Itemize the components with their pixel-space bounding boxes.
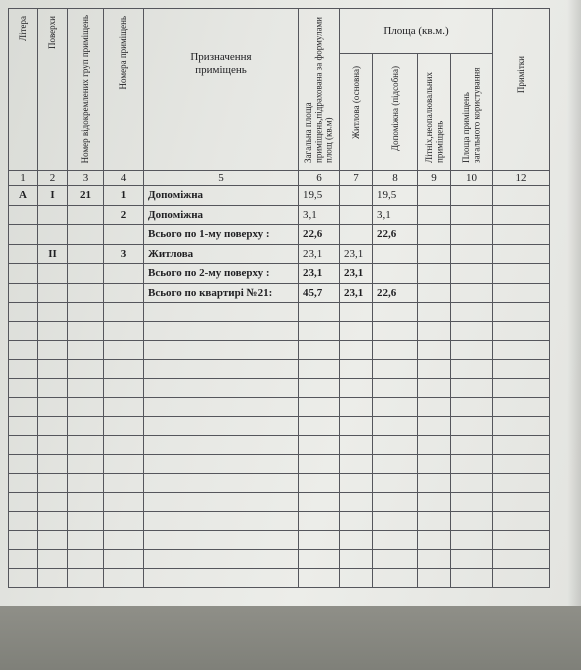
cell-common-area (451, 186, 493, 206)
empty-cell (144, 512, 299, 531)
empty-cell (340, 379, 373, 398)
cell-aux-area (373, 244, 418, 264)
empty-cell (144, 550, 299, 569)
cell-floor: І (38, 186, 68, 206)
empty-cell (104, 341, 144, 360)
cell-common-area (451, 283, 493, 303)
empty-cell (144, 303, 299, 322)
empty-cell (418, 455, 451, 474)
header-notes: Примітки (493, 9, 550, 171)
empty-cell (340, 322, 373, 341)
empty-cell (493, 493, 550, 512)
empty-cell (9, 360, 38, 379)
cell-floor (38, 205, 68, 225)
cell-aux-area: 19,5 (373, 186, 418, 206)
cell-litera (9, 205, 38, 225)
empty-row (9, 474, 550, 493)
empty-cell (493, 379, 550, 398)
empty-cell (451, 455, 493, 474)
empty-cell (144, 493, 299, 512)
empty-cell (340, 569, 373, 588)
header-row-top (9, 9, 550, 54)
empty-cell (38, 341, 68, 360)
cell-litera (9, 283, 38, 303)
header-living-area: Житлова (основна) (340, 54, 373, 171)
empty-cell (340, 303, 373, 322)
cell-group (68, 205, 104, 225)
cell-common-area (451, 264, 493, 284)
empty-cell (451, 493, 493, 512)
cell-litera (9, 244, 38, 264)
header-aux-area: Допоміжна (підсобна) (373, 54, 418, 171)
empty-cell (104, 512, 144, 531)
empty-cell (38, 303, 68, 322)
column-number: 10 (451, 171, 493, 186)
empty-cell (493, 550, 550, 569)
empty-cell (68, 303, 104, 322)
empty-cell (144, 398, 299, 417)
cell-living-area: 23,1 (340, 244, 373, 264)
column-number: 3 (68, 171, 104, 186)
column-number: 7 (340, 171, 373, 186)
column-number: 4 (104, 171, 144, 186)
empty-cell (493, 303, 550, 322)
column-number: 5 (144, 171, 299, 186)
empty-cell (144, 474, 299, 493)
cell-total-area: 3,1 (299, 205, 340, 225)
empty-cell (38, 474, 68, 493)
empty-cell (493, 417, 550, 436)
empty-cell (299, 360, 340, 379)
empty-cell (451, 341, 493, 360)
empty-cell (9, 493, 38, 512)
empty-row (9, 360, 550, 379)
empty-cell (9, 550, 38, 569)
cell-room (104, 225, 144, 245)
empty-cell (299, 436, 340, 455)
cell-living-area (340, 205, 373, 225)
empty-cell (9, 436, 38, 455)
empty-cell (340, 531, 373, 550)
empty-cell (38, 550, 68, 569)
column-number: 8 (373, 171, 418, 186)
empty-cell (451, 379, 493, 398)
empty-cell (418, 303, 451, 322)
empty-cell (373, 379, 418, 398)
cell-summer-area (418, 225, 451, 245)
empty-cell (68, 531, 104, 550)
cell-purpose: Всього по квартирі №21: (144, 283, 299, 303)
column-number: 1 (9, 171, 38, 186)
cell-notes (493, 205, 550, 225)
cell-summer-area (418, 264, 451, 284)
cell-total-area: 23,1 (299, 244, 340, 264)
column-number: 2 (38, 171, 68, 186)
empty-row (9, 531, 550, 550)
empty-cell (299, 455, 340, 474)
empty-cell (418, 398, 451, 417)
empty-cell (373, 455, 418, 474)
empty-row (9, 322, 550, 341)
empty-cell (38, 569, 68, 588)
cell-litera: А (9, 186, 38, 206)
paper-shadow (567, 0, 581, 606)
empty-cell (9, 417, 38, 436)
empty-cell (9, 512, 38, 531)
empty-cell (451, 550, 493, 569)
empty-cell (68, 474, 104, 493)
empty-cell (299, 341, 340, 360)
cell-summer-area (418, 244, 451, 264)
cell-summer-area (418, 186, 451, 206)
cell-room: 3 (104, 244, 144, 264)
empty-cell (68, 379, 104, 398)
empty-cell (418, 379, 451, 398)
empty-cell (418, 550, 451, 569)
empty-cell (373, 512, 418, 531)
cell-aux-area (373, 264, 418, 284)
empty-row (9, 512, 550, 531)
empty-cell (418, 417, 451, 436)
empty-cell (9, 379, 38, 398)
empty-row (9, 569, 550, 588)
cell-summer-area (418, 205, 451, 225)
column-number: 6 (299, 171, 340, 186)
empty-cell (144, 436, 299, 455)
header-total-area: Загальна площа приміщень,підрахована за формулами площ (кв.м) (299, 9, 340, 171)
empty-cell (144, 341, 299, 360)
table-row (9, 205, 550, 225)
column-number: 12 (493, 171, 550, 186)
cell-group (68, 264, 104, 284)
empty-cell (104, 531, 144, 550)
cell-group (68, 225, 104, 245)
cell-summer-area (418, 283, 451, 303)
empty-cell (299, 417, 340, 436)
empty-cell (418, 474, 451, 493)
empty-cell (104, 360, 144, 379)
cell-litera (9, 264, 38, 284)
empty-cell (299, 550, 340, 569)
column-numbers-row (9, 171, 550, 186)
empty-cell (373, 436, 418, 455)
empty-cell (340, 417, 373, 436)
cell-room (104, 264, 144, 284)
empty-cell (493, 531, 550, 550)
empty-cell (493, 569, 550, 588)
empty-cell (373, 531, 418, 550)
empty-cell (340, 550, 373, 569)
empty-cell (373, 417, 418, 436)
empty-cell (373, 398, 418, 417)
cell-total-area: 19,5 (299, 186, 340, 206)
empty-cell (38, 455, 68, 474)
empty-cell (68, 455, 104, 474)
empty-cell (144, 360, 299, 379)
empty-cell (340, 474, 373, 493)
header-summer-area: Літніх,неопалювальних приміщень (418, 54, 451, 171)
cell-group: 21 (68, 186, 104, 206)
header-floors: Поверхи (38, 9, 68, 171)
empty-cell (9, 531, 38, 550)
empty-row (9, 436, 550, 455)
empty-cell (451, 531, 493, 550)
table-row (9, 264, 550, 284)
empty-cell (340, 436, 373, 455)
empty-row (9, 341, 550, 360)
cell-living-area (340, 225, 373, 245)
empty-cell (104, 550, 144, 569)
empty-cell (373, 322, 418, 341)
cell-notes (493, 186, 550, 206)
empty-cell (68, 569, 104, 588)
cell-common-area (451, 225, 493, 245)
empty-cell (9, 569, 38, 588)
empty-row (9, 379, 550, 398)
empty-cell (373, 341, 418, 360)
cell-notes (493, 264, 550, 284)
header-area-group: Площа (кв.м.) (340, 9, 493, 54)
cell-floor (38, 264, 68, 284)
empty-cell (418, 493, 451, 512)
empty-cell (104, 322, 144, 341)
cell-group (68, 283, 104, 303)
empty-cell (104, 398, 144, 417)
desk-surface (0, 606, 581, 670)
empty-cell (451, 322, 493, 341)
empty-cell (299, 474, 340, 493)
empty-cell (104, 436, 144, 455)
empty-cell (418, 436, 451, 455)
cell-purpose: Всього по 1-му поверху : (144, 225, 299, 245)
empty-cell (340, 360, 373, 379)
empty-cell (493, 436, 550, 455)
empty-cell (451, 436, 493, 455)
empty-cell (451, 569, 493, 588)
empty-cell (418, 531, 451, 550)
header-purpose: Призначення приміщень (144, 9, 299, 171)
empty-cell (104, 303, 144, 322)
cell-total-area: 22,6 (299, 225, 340, 245)
empty-cell (451, 303, 493, 322)
empty-cell (144, 455, 299, 474)
empty-cell (299, 512, 340, 531)
cell-aux-area: 22,6 (373, 225, 418, 245)
empty-cell (493, 474, 550, 493)
empty-cell (493, 455, 550, 474)
empty-cell (299, 531, 340, 550)
cell-room: 1 (104, 186, 144, 206)
empty-cell (68, 417, 104, 436)
cell-group (68, 244, 104, 264)
empty-cell (104, 474, 144, 493)
empty-cell (38, 379, 68, 398)
empty-cell (9, 322, 38, 341)
empty-row (9, 550, 550, 569)
empty-cell (68, 436, 104, 455)
cell-litera (9, 225, 38, 245)
empty-cell (299, 322, 340, 341)
cell-notes (493, 225, 550, 245)
empty-cell (340, 512, 373, 531)
empty-cell (104, 417, 144, 436)
empty-row (9, 417, 550, 436)
empty-cell (9, 455, 38, 474)
empty-cell (373, 493, 418, 512)
cell-purpose: Допоміжна (144, 205, 299, 225)
empty-cell (38, 398, 68, 417)
cell-purpose: Допоміжна (144, 186, 299, 206)
empty-cell (144, 379, 299, 398)
empty-row (9, 493, 550, 512)
empty-cell (451, 474, 493, 493)
empty-row (9, 398, 550, 417)
cell-purpose: Житлова (144, 244, 299, 264)
cell-common-area (451, 244, 493, 264)
empty-cell (38, 493, 68, 512)
empty-cell (299, 398, 340, 417)
empty-cell (104, 493, 144, 512)
empty-cell (299, 493, 340, 512)
cell-notes (493, 244, 550, 264)
empty-cell (373, 303, 418, 322)
cell-floor: ІІ (38, 244, 68, 264)
empty-cell (340, 398, 373, 417)
empty-cell (418, 569, 451, 588)
cell-living-area (340, 186, 373, 206)
empty-cell (418, 360, 451, 379)
empty-cell (493, 341, 550, 360)
empty-cell (104, 569, 144, 588)
empty-cell (144, 531, 299, 550)
empty-row (9, 455, 550, 474)
cell-floor (38, 283, 68, 303)
empty-row (9, 303, 550, 322)
empty-cell (418, 512, 451, 531)
empty-cell (68, 550, 104, 569)
empty-cell (373, 474, 418, 493)
cell-living-area: 23,1 (340, 283, 373, 303)
empty-cell (451, 360, 493, 379)
empty-cell (299, 569, 340, 588)
cell-common-area (451, 205, 493, 225)
empty-cell (451, 398, 493, 417)
empty-cell (104, 379, 144, 398)
cell-notes (493, 283, 550, 303)
empty-cell (373, 360, 418, 379)
empty-cell (299, 303, 340, 322)
table-row (9, 244, 550, 264)
empty-cell (68, 360, 104, 379)
empty-cell (340, 455, 373, 474)
rooms-register-table (8, 8, 550, 588)
empty-cell (493, 512, 550, 531)
empty-cell (373, 569, 418, 588)
empty-cell (144, 417, 299, 436)
header-group-number: Номер відокремлених груп приміщень (68, 9, 104, 171)
empty-cell (493, 360, 550, 379)
table-row (9, 283, 550, 303)
empty-cell (493, 398, 550, 417)
cell-room: 2 (104, 205, 144, 225)
empty-cell (68, 322, 104, 341)
empty-cell (9, 474, 38, 493)
header-litera: Літера (9, 9, 38, 171)
empty-cell (38, 417, 68, 436)
empty-cell (68, 398, 104, 417)
empty-cell (340, 341, 373, 360)
empty-cell (373, 550, 418, 569)
empty-cell (451, 417, 493, 436)
empty-cell (38, 322, 68, 341)
empty-cell (68, 512, 104, 531)
empty-cell (418, 322, 451, 341)
empty-cell (38, 436, 68, 455)
cell-floor (38, 225, 68, 245)
empty-cell (38, 531, 68, 550)
empty-cell (299, 379, 340, 398)
empty-cell (493, 322, 550, 341)
cell-aux-area: 3,1 (373, 205, 418, 225)
empty-cell (144, 569, 299, 588)
cell-room (104, 283, 144, 303)
empty-cell (451, 512, 493, 531)
cell-total-area: 23,1 (299, 264, 340, 284)
empty-cell (144, 322, 299, 341)
header-common-area: Площа приміщень загального користування (451, 54, 493, 171)
empty-cell (9, 303, 38, 322)
cell-total-area: 45,7 (299, 283, 340, 303)
cell-aux-area: 22,6 (373, 283, 418, 303)
header-room-numbers: Номера приміщень (104, 9, 144, 171)
table-row (9, 225, 550, 245)
table-row (9, 186, 550, 206)
empty-cell (104, 455, 144, 474)
empty-cell (38, 512, 68, 531)
empty-cell (68, 493, 104, 512)
empty-cell (9, 341, 38, 360)
column-number: 9 (418, 171, 451, 186)
cell-living-area: 23,1 (340, 264, 373, 284)
cell-purpose: Всього по 2-му поверху : (144, 264, 299, 284)
empty-cell (340, 493, 373, 512)
empty-cell (68, 341, 104, 360)
empty-cell (38, 360, 68, 379)
empty-cell (9, 398, 38, 417)
empty-cell (418, 341, 451, 360)
